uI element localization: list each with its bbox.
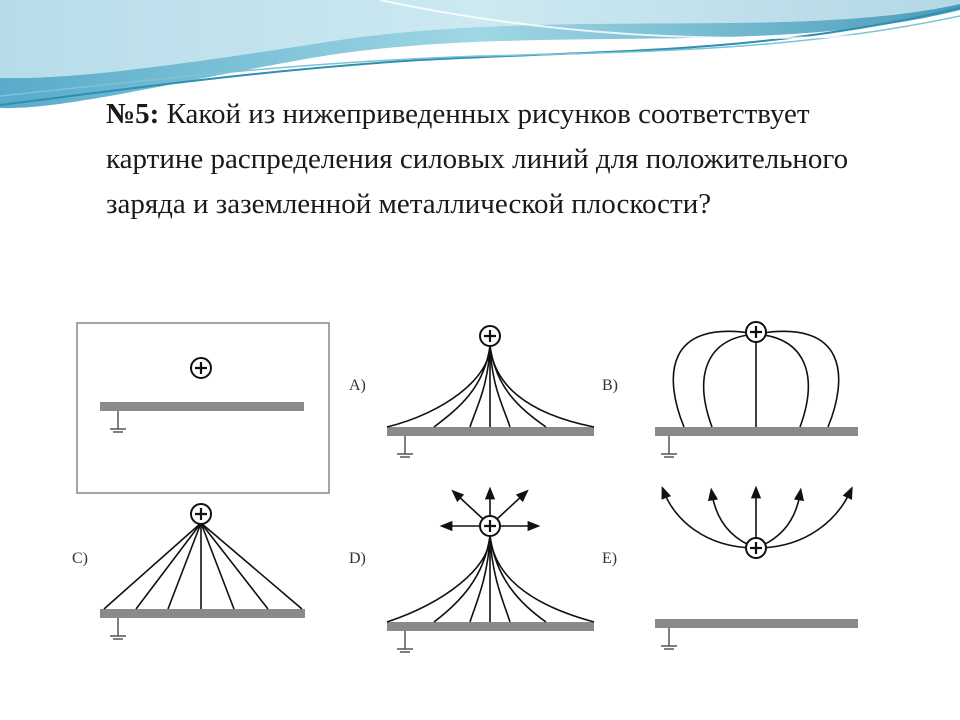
charge-plus-icon (746, 538, 766, 558)
question-text (106, 92, 906, 227)
question-body: Какой из нижеприведенных рисунков соответствует картине распределения силовых линий для положительного заряда и заземленной металлической плоскости? (106, 98, 849, 220)
ground-icon (661, 628, 677, 649)
charge-plus-icon (746, 322, 766, 342)
charge-plus-icon (480, 516, 500, 536)
charge-plus-icon (191, 358, 211, 378)
option-c-label: C) (72, 550, 88, 567)
ground-icon (397, 631, 413, 652)
charge-plus-icon (191, 504, 211, 524)
ground-icon (397, 436, 413, 457)
ground-icon (661, 436, 677, 457)
option-e (602, 492, 858, 649)
ground-icon (110, 618, 126, 639)
option-b-label: B) (602, 377, 618, 394)
option-c (72, 504, 305, 639)
option-d (349, 493, 594, 652)
option-e-label: E) (602, 550, 618, 567)
field-lines-figure (64, 298, 872, 656)
option-a-label: A) (349, 377, 366, 394)
option-a (349, 326, 594, 457)
option-b (602, 322, 858, 457)
problem-sketch (77, 323, 329, 493)
option-d-label: D) (349, 550, 366, 567)
charge-plus-icon (480, 326, 500, 346)
question-number: №5: (106, 98, 160, 130)
